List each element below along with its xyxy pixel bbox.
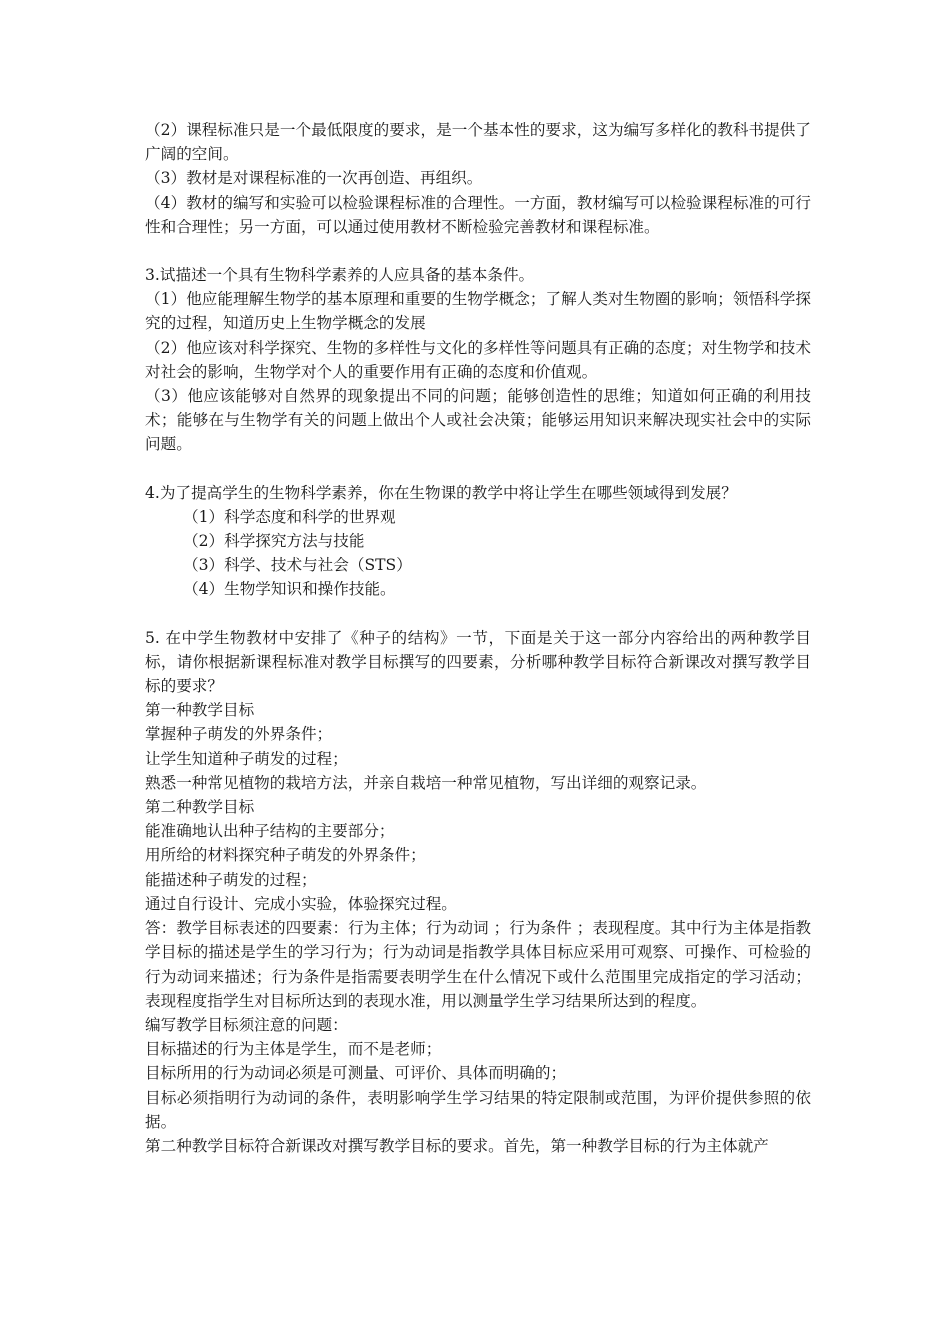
question-title: 3.试描述一个具有生物科学素养的人应具备的基本条件。 [145, 266, 535, 285]
answer-item: （2）科学探究方法与技能 [183, 532, 365, 551]
answer-item: （1）他应能理解生物学的基本原理和重要的生物学概念；了解人类对生物圈的影响；领悟科学探究的过程，知道历史上生物学概念的发展 [145, 290, 811, 333]
answer-item: （3）他应该能够对自然界的现象提出不同的问题；能够创造性的思维；知道如何正确的利用技术；能够在与生物学有关的问题上做出个人或社会决策；能够运用知识来解决现实社会中的实际问题。 [145, 387, 811, 454]
answer-item: （1）科学态度和科学的世界观 [183, 507, 396, 526]
answer-item: （2）他应该对科学探究、生物的多样性与文化的多样性等问题具有正确的态度；对生物学和技术对社会的影响，生物学对个人的重要作用有正确的态度和价值观。 [145, 338, 811, 381]
spacer [145, 239, 811, 263]
text-line: 能描述种子萌发的过程； [145, 870, 317, 889]
spacer [145, 602, 811, 626]
paragraph: （3）教材是对课程标准的一次再创造、再组织。 [145, 169, 483, 188]
text-line: 让学生知道种子萌发的过程； [145, 749, 348, 768]
paragraph: （4）教材的编写和实验可以检验课程标准的合理性。一方面，教材编写可以检验课程标准的可行性和合理性；另一方面，可以通过使用教材不断检验完善教材和课程标准。 [145, 193, 811, 236]
answer-item: （4）生物学知识和操作技能。 [183, 580, 396, 599]
text-line: 目标必须指明行为动词的条件，表明影响学生学习结果的特定限制或范围，为评价提供参照的依据。 [145, 1088, 811, 1131]
text-line: 第二种教学目标符合新课改对撰写教学目标的要求。首先，第一种教学目标的行为主体就产 [145, 1136, 769, 1155]
text-line: 目标描述的行为主体是学生，而不是老师； [145, 1040, 442, 1059]
spacer [145, 457, 811, 481]
text-line: 第二种教学目标 [145, 798, 255, 817]
text-line: 通过自行设计、完成小实验，体验探究过程。 [145, 894, 457, 913]
question-title: 4.为了提高学生的生物科学素养，你在生物课的教学中将让学生在哪些领域得到发展？ [145, 483, 737, 502]
text-line: 第一种教学目标 [145, 701, 255, 720]
text-line: 能准确地认出种子结构的主要部分； [145, 822, 395, 841]
text-line: 熟悉一种常见植物的栽培方法，并亲自栽培一种常见植物，写出详细的观察记录。 [145, 773, 707, 792]
text-line: 目标所用的行为动词必须是可测量、可评价、具体而明确的； [145, 1064, 567, 1083]
question-title: 5. 在中学生物教材中安排了《种子的结构》一节，下面是关于这一部分内容给出的两种教学目标，请你根据新课程标准对教学目标撰写的四要素，分析哪种教学目标符合新课改对撰写教学目标的要求？ [145, 628, 811, 696]
document-page [145, 118, 811, 1158]
text-line: 掌握种子萌发的外界条件； [145, 725, 333, 744]
text-line: 编写教学目标须注意的问题： [145, 1015, 348, 1034]
text-line: 用所给的材料探究种子萌发的外界条件； [145, 846, 426, 865]
paragraph: （2）课程标准只是一个最低限度的要求，是一个基本性的要求，这为编写多样化的教科书提供了广阔的空间。 [145, 121, 811, 164]
answer-item: （3）科学、技术与社会（STS） [183, 556, 412, 575]
answer-paragraph: 答：教学目标表述的四要素：行为主体；行为动词 ；行为条件 ；表现程度。其中行为主体是指教学目标的描述是学生的学习行为；行为动词是指教学具体目标应采用可观察、可操作、可检验的行为动词来描述；行为条件是指需要表明学生在什么情况下或什么范围里完成指定的学习活动；表现程度指学生对目标所达到的表现水准，用以测量学生学习结果所达到的程度。 [145, 919, 811, 1010]
